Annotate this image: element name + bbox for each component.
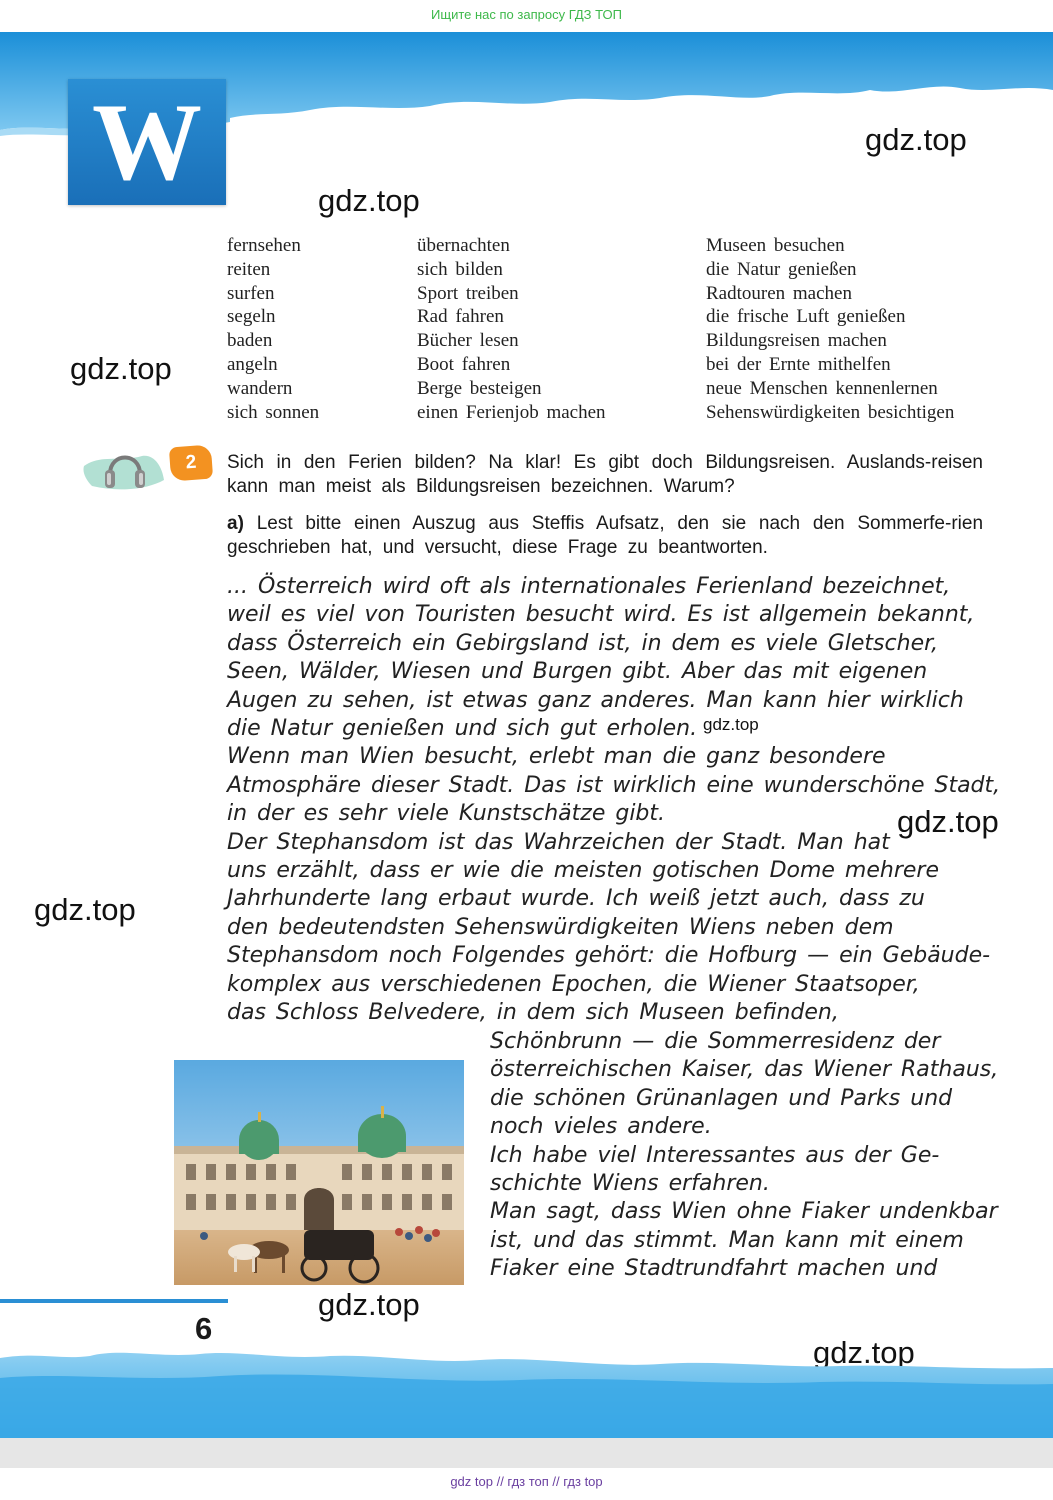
footer-band: [0, 1438, 1053, 1468]
vocab-item: wandern: [227, 377, 293, 399]
vocab-item: Rad fahren: [417, 306, 504, 328]
vocab-column-1: [227, 234, 319, 424]
vocab-item: segeln: [227, 306, 276, 328]
task-number-badge: 2: [169, 445, 213, 482]
essay-text: [227, 573, 1000, 1028]
vocab-item: sich bilden: [417, 258, 503, 280]
watermark: gdz.top: [318, 183, 420, 218]
essay-line: ist, und das stimmt. Man kann mit einem: [490, 1227, 964, 1253]
page-divider: [0, 1299, 228, 1303]
watermark: gdz.top: [865, 122, 967, 157]
vocab-item: baden: [227, 330, 273, 352]
essay-line: die schönen Grünanlagen und Parks und: [490, 1085, 953, 1111]
task-a-label: a): [227, 513, 244, 534]
bottom-wave-banner: [0, 1338, 1053, 1438]
essay-line: uns erzählt, dass er wie die meisten gotischen Dome mehrere: [227, 858, 939, 884]
vocab-item: Boot fahren: [417, 353, 511, 375]
top-search-note: Ищите нас по запросу ГДЗ ТОП: [431, 7, 622, 22]
task-a-text: Lest bitte einen Auszug aus Steffis Aufsatz, den sie nach den Sommerfe-rien geschrieben hat, und versucht, diese Frage zu beantworten.: [227, 513, 984, 558]
essay-line: den bedeutendsten Sehenswürdigkeiten Wiens neben dem: [227, 914, 894, 940]
bottom-note: gdz top // гдз топ // гдз top: [450, 1474, 603, 1489]
vocab-item: reiten: [227, 258, 271, 280]
vocab-item: Museen besuchen: [706, 235, 845, 256]
essay-line: das Schloss Belvedere, in dem sich Museen befinden,: [227, 1000, 839, 1026]
vocab-item: Bildungsreisen machen: [706, 330, 887, 352]
essay-line: noch vieles andere.: [490, 1114, 712, 1140]
essay-line: komplex aus verschiedenen Epochen, die Wiener Staatsoper,: [227, 971, 920, 997]
essay-line: die Natur genießen und sich gut erholen.: [227, 716, 698, 742]
essay-line: ... Österreich wird oft als internationales Ferienland bezeichnet,: [227, 574, 951, 599]
vocab-item: surfen: [227, 282, 275, 304]
essay-line: in der es sehr viele Kunstschätze gibt.: [227, 801, 666, 827]
essay-text-right: [490, 1028, 998, 1284]
vocab-item: neue Menschen kennenlernen: [706, 377, 938, 399]
essay-line: Augen zu sehen, ist etwas ganz anderes. Man kann hier wirklich: [227, 687, 964, 713]
essay-line: Man sagt, dass Wien ohne Fiaker undenkbar: [490, 1199, 998, 1225]
vocab-item: die Natur genießen: [706, 258, 857, 280]
essay-line: weil es viel von Touristen besucht wird. Es ist allgemein bekannt,: [227, 602, 975, 628]
essay-line: Ich habe viel Interessantes aus der Ge-: [490, 1142, 940, 1168]
vocab-item: die frische Luft genießen: [706, 306, 906, 328]
vocab-item: sich sonnen: [227, 401, 320, 423]
headphones-icon: [82, 436, 166, 494]
watermark: gdz.top: [318, 1287, 420, 1322]
essay-line: Schönbrunn — die Sommerresidenz der: [490, 1029, 941, 1054]
essay-line: dass Österreich ein Gebirgsland ist, in dem es viele Gletscher,: [227, 630, 939, 656]
vocab-item: fernsehen: [227, 235, 301, 256]
essay-line: Der Stephansdom ist das Wahrzeichen der Stadt. Man hat: [227, 829, 890, 855]
vocab-item: Radtouren machen: [706, 282, 852, 304]
watermark: gdz.top: [703, 715, 759, 734]
essay-line: Stephansdom noch Folgendes gehört: die Hofburg — ein Gebäude-: [227, 943, 991, 969]
vocab-item: Bücher lesen: [417, 330, 519, 352]
vocab-item: angeln: [227, 353, 278, 375]
essay-line: Fiaker eine Stadtrundfahrt machen und: [490, 1256, 938, 1282]
vocab-column-3: [706, 234, 954, 424]
task-a: [227, 512, 983, 560]
essay-line: österreichischen Kaiser, das Wiener Rathaus,: [490, 1057, 999, 1083]
vocab-item: Sport treiben: [417, 282, 519, 304]
hofburg-photo: [174, 1060, 464, 1285]
vocab-item: Berge besteigen: [417, 377, 542, 399]
watermark: gdz.top: [813, 1335, 915, 1370]
vocab-column-2: [417, 234, 606, 424]
vocab-item: einen Ferienjob machen: [417, 401, 606, 423]
task-intro: Sich in den Ferien bilden? Na klar! Es gibt doch Bildungsreisen. Auslands-reisen kann man meist als Bildungsreisen bezeichnen. Warum?: [227, 452, 983, 497]
chapter-logo: W: [68, 79, 226, 205]
essay-line: Wenn man Wien besucht, erlebt man die ganz besondere: [227, 744, 886, 770]
essay-line: Jahrhunderte lang erbaut wurde. Ich weiß jetzt auch, dass zu: [227, 886, 925, 912]
page-number: 6: [195, 1311, 213, 1346]
watermark: gdz.top: [897, 804, 999, 839]
essay-line: schichte Wiens erfahren.: [490, 1171, 770, 1197]
vocab-item: übernachten: [417, 235, 510, 256]
essay-line: Atmosphäre dieser Stadt. Das ist wirklich eine wunderschöne Stadt,: [227, 772, 1001, 798]
vocab-item: bei der Ernte mithelfen: [706, 353, 891, 375]
watermark: gdz.top: [34, 892, 136, 927]
essay-line: Seen, Wälder, Wiesen und Burgen gibt. Aber das mit eigenen: [227, 659, 928, 685]
vocab-item: Sehenswürdigkeiten besichtigen: [706, 401, 955, 423]
watermark: gdz.top: [70, 351, 172, 386]
